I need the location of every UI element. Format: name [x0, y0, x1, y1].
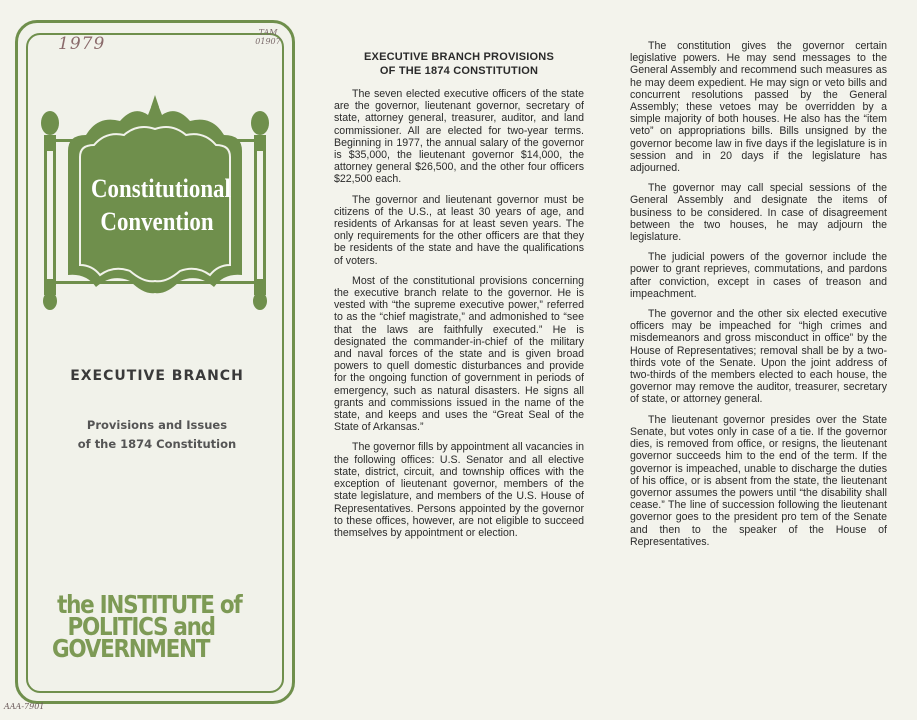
handwritten-year: 1979 [58, 34, 106, 54]
handwritten-code-line1: TAM [258, 28, 278, 37]
branch-title: EXECUTIVE BRANCH [70, 368, 244, 384]
paragraph: The governor and lieutenant governor must be citizens of the U.S., at least 30 years of age, and residents of Arkansas for at least seven years. The only requirements for the other officers are that they be residents of the state and have the qualifications of voters. [334, 193, 584, 267]
section-heading-line2: OF THE 1874 CONSTITUTION [379, 65, 539, 77]
publisher-logo [52, 590, 242, 663]
cover-subtitle-line2: of the 1874 Constitution [77, 437, 237, 451]
paragraph: The judicial powers of the governor include the power to grant reprieves, commutations, and pardons after conviction, except in cases of treason and impeachment. [630, 251, 887, 300]
section-heading [334, 50, 584, 78]
publisher-line2: POLITICS and [67, 612, 215, 641]
handwritten-code [248, 28, 288, 46]
publisher-line1: the INSTITUTE of [57, 590, 242, 619]
paragraph: The lieutenant governor presides over the State Senate, but votes only in case of a tie. If the governor dies, is removed from office, or resigns, the lieutenant governor succeeds him to the end of the term. If the governor is impeached, unable to discharge the duties of his office, or is absent from the state, the lieutenant governor assumes the powers until “the disability shall cease.” The line of succession following the lieutenant governor goes to the president pro tem of the Senate and then to the speaker of the House of Representatives. [630, 413, 887, 548]
middle-column [334, 50, 584, 539]
paragraph: The governor may call special sessions of the General Assembly and designate the items of business to be considered. In case of disagreement between the two houses, he may adjourn the legislature. [630, 182, 887, 244]
cover-subtitle [40, 416, 274, 454]
paragraph: The governor fills by appointment all vacancies in the following offices: U.S. Senator and all elective state, district, circuit, and township offices with the exception of lieutenant governor, members of the state legislature, and members of the U.S. House of Representatives. Persons appointed by the governor to these offices, however, are not eligible to succeed themselves by appointment or election. [334, 441, 584, 539]
paragraph: The governor and the other six elected executive officers may be impeached for “high crimes and misdemeanors and gross misconduct in office” by the House of Representatives; removal shall be by a two-thirds vote of the Senate. Upon the joint address of two-thirds of the members elected to each house, the governor may remove the auditor, treasurer, secretary of state, or attorney general. [630, 308, 887, 406]
paragraph: Most of the constitutional provisions concerning the executive branch relate to the governor. He is vested with “the supreme executive power,” referred to as the “chief magistrate,” and admonished to “see that the laws are faithfully executed.” He is designated the commander-in-chief of the military and naval forces of the state and is given broad powers to quell domestic disturbances and provide for the ongoing function of government in periods of emergency, such as natural disasters. He signs all grants and commissions issued in the name of the state, and keeps and uses the “Great Seal of the State of Arkansas.” [334, 274, 584, 434]
sign-title [91, 172, 231, 238]
right-column [630, 40, 887, 548]
accession-code: AAA-7901 [4, 702, 45, 711]
cover-subtitle-line1: Provisions and Issues [86, 418, 228, 432]
paragraph: The seven elected executive officers of the state are the governor, lieutenant governor, secretary of state, attorney general, treasurer, auditor, and land commissioner. All are elected for two-year terms. Beginning in 1977, the annual salary of the governor is $35,000, the lieutenant governor $14,000, the attorney general $26,500, and the other four officers $22,500 each. [334, 88, 584, 186]
sign-title-line1: Constitutional [91, 174, 231, 203]
handwritten-code-line2: 01907 [255, 37, 281, 46]
publisher-line3: GOVERNMENT [52, 634, 210, 663]
section-heading-line1: EXECUTIVE BRANCH PROVISIONS [364, 51, 554, 63]
paragraph: The constitution gives the governor certain legislative powers. He may send messages to the General Assembly and recommend such measures as he may deem expedient. He may sign or veto bills and concurrent resolutions passed by the General Assembly; these vetoes may be overridden by a simple majority of both houses. He also has the “item veto” on appropriations bills. Bills unsigned by the governor become law in five days if the legislature is in session and in 20 days if the legislature has adjourned. [630, 40, 887, 175]
sign-title-line2: Convention [100, 207, 214, 236]
